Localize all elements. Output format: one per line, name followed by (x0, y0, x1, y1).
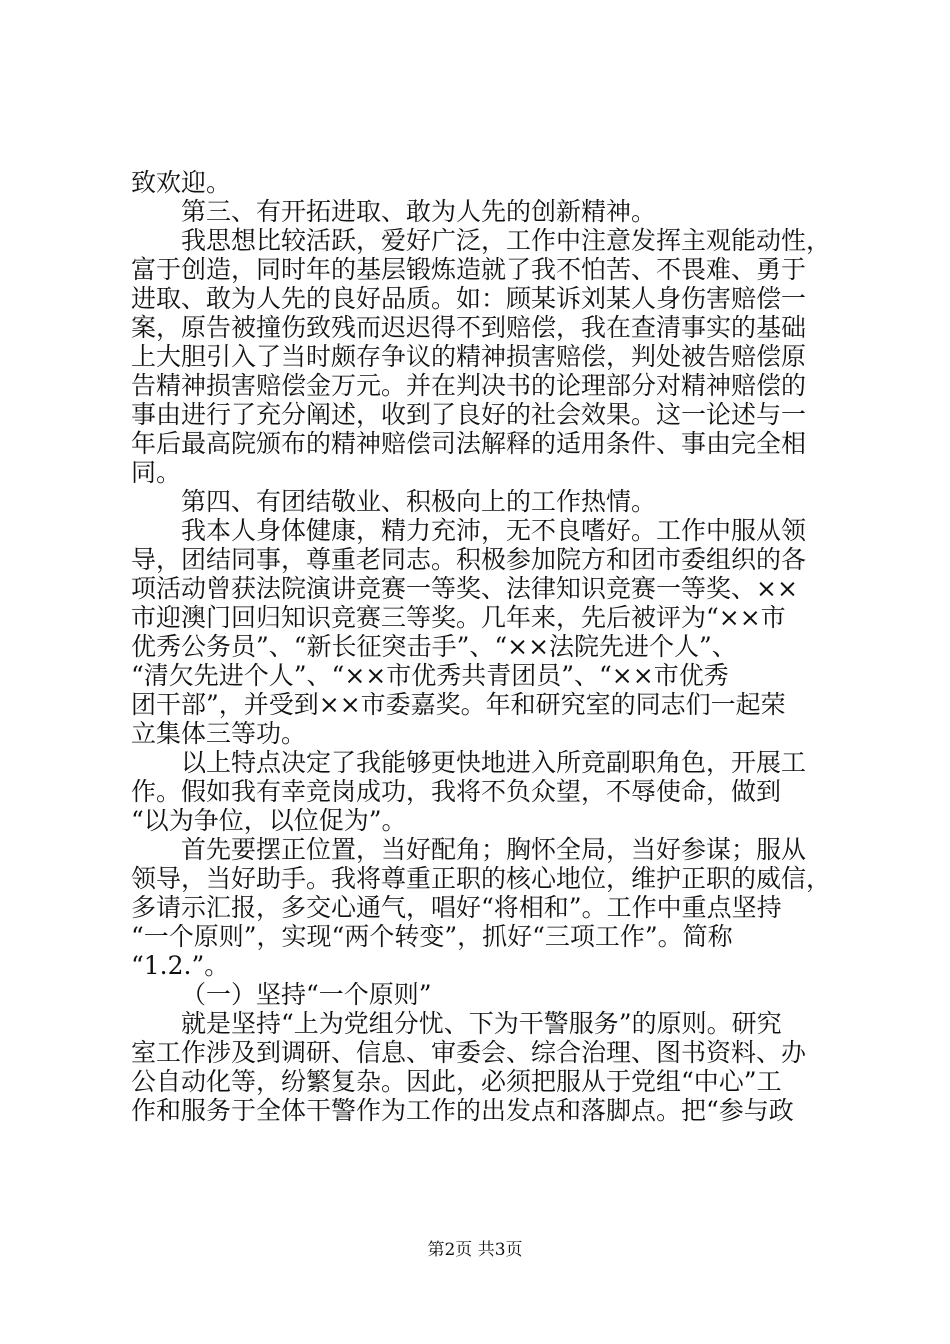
text-line: “以为争位，以位促为”。 (131, 806, 407, 835)
text-line: “一个原则”，实现“两个转变”，抓好“三项工作”。简称 (131, 922, 733, 951)
subheading-line: （一）坚持“一个原则” (181, 980, 432, 1009)
text-line: 室工作涉及到调研、信息、审委会、综合治理、图书资料、办 (131, 1038, 807, 1067)
paragraph-summary (131, 748, 831, 835)
text-line: 作。假如我有幸竞岗成功，我将不负众望，不辱使命，做到 (131, 777, 782, 806)
text-line: 作和服务于全体干警作为工作的出发点和落脚点。把“参与政 (131, 1096, 794, 1125)
text-line: 我思想比较活跃，爱好广泛，工作中注意发挥主观能动性， (181, 226, 831, 255)
text-line: 立集体三等功。 (131, 719, 307, 748)
paragraph-subheading-one (131, 980, 831, 1009)
text-line: 项活动曾获法院演讲竞赛一等奖、法律知识竞赛一等奖、×× (131, 574, 798, 603)
text-line: 导，团结同事，尊重老同志。积极参加院方和团市委组织的各 (131, 545, 807, 574)
text-line: 同。 (131, 458, 182, 487)
paragraph-innovation (131, 226, 831, 487)
text-line: 事由进行了充分阐述，收到了良好的社会效果。这一论述与一 (131, 400, 807, 429)
text-line: “1.2.”。 (131, 951, 230, 980)
text-line: 致欢迎。 (131, 168, 232, 197)
heading-line: 第三、有开拓进取、敢为人先的创新精神。 (181, 197, 657, 226)
paragraph-teamwork (131, 516, 831, 748)
paragraph-continuation (81, 168, 831, 197)
text-line: 就是坚持“上为党组分忧、下为干警服务”的原则。研究 (181, 1009, 782, 1038)
text-line: 上大胆引入了当时颇存争议的精神损害赔偿，判处被告赔偿原 (131, 342, 807, 371)
page-number-label: 第2页 共3页 (427, 1240, 523, 1260)
heading-line: 第四、有团结敬业、积极向上的工作热情。 (181, 487, 657, 516)
document-body (131, 168, 831, 1125)
text-line: 富于创造，同时年的基层锻炼造就了我不怕苦、不畏难、勇于 (131, 255, 807, 284)
text-line: 告精神损害赔偿金万元。并在判决书的论理部分对精神赔偿的 (131, 371, 807, 400)
text-line: 团干部”，并受到××市委嘉奖。年和研究室的同志们一起荣 (131, 690, 786, 719)
paragraph-principle (131, 1009, 831, 1125)
paragraph-heading-third (131, 197, 831, 226)
text-line: 年后最高院颁布的精神赔偿司法解释的适用条件、事由完全相 (131, 429, 807, 458)
text-line: 市迎澳门回归知识竞赛三等奖。几年来，先后被评为“××市 (131, 603, 786, 632)
text-line: 进取、敢为人先的良好品质。如：顾某诉刘某人身伤害赔偿一 (131, 284, 807, 313)
text-line: 首先要摆正位置，当好配角；胸怀全局，当好参谋；服从 (181, 835, 807, 864)
page-footer (0, 1239, 950, 1261)
text-line: 以上特点决定了我能够更快地进入所竞副职角色，开展工 (181, 748, 807, 777)
text-line: 我本人身体健康，精力充沛，无不良嗜好。工作中服从领 (181, 516, 807, 545)
paragraph-positioning (131, 835, 831, 980)
text-line: “清欠先进个人”、“××市优秀共青团员”、“××市优秀 (131, 661, 729, 690)
text-line: 领导，当好助手。我将尊重正职的核心地位，维护正职的威信， (131, 864, 831, 893)
paragraph-heading-fourth (131, 487, 831, 516)
text-line: 优秀公务员”、“新长征突击手”、“××法院先进个人”、 (131, 632, 737, 661)
text-line: 多请示汇报，多交心通气，唱好“将相和”。工作中重点坚持 (131, 893, 782, 922)
text-line: 公自动化等，纷繁复杂。因此，必须把服从于党组“中心”工 (131, 1067, 782, 1096)
text-line: 案，原告被撞伤致残而迟迟得不到赔偿，我在查清事实的基础 (131, 313, 807, 342)
